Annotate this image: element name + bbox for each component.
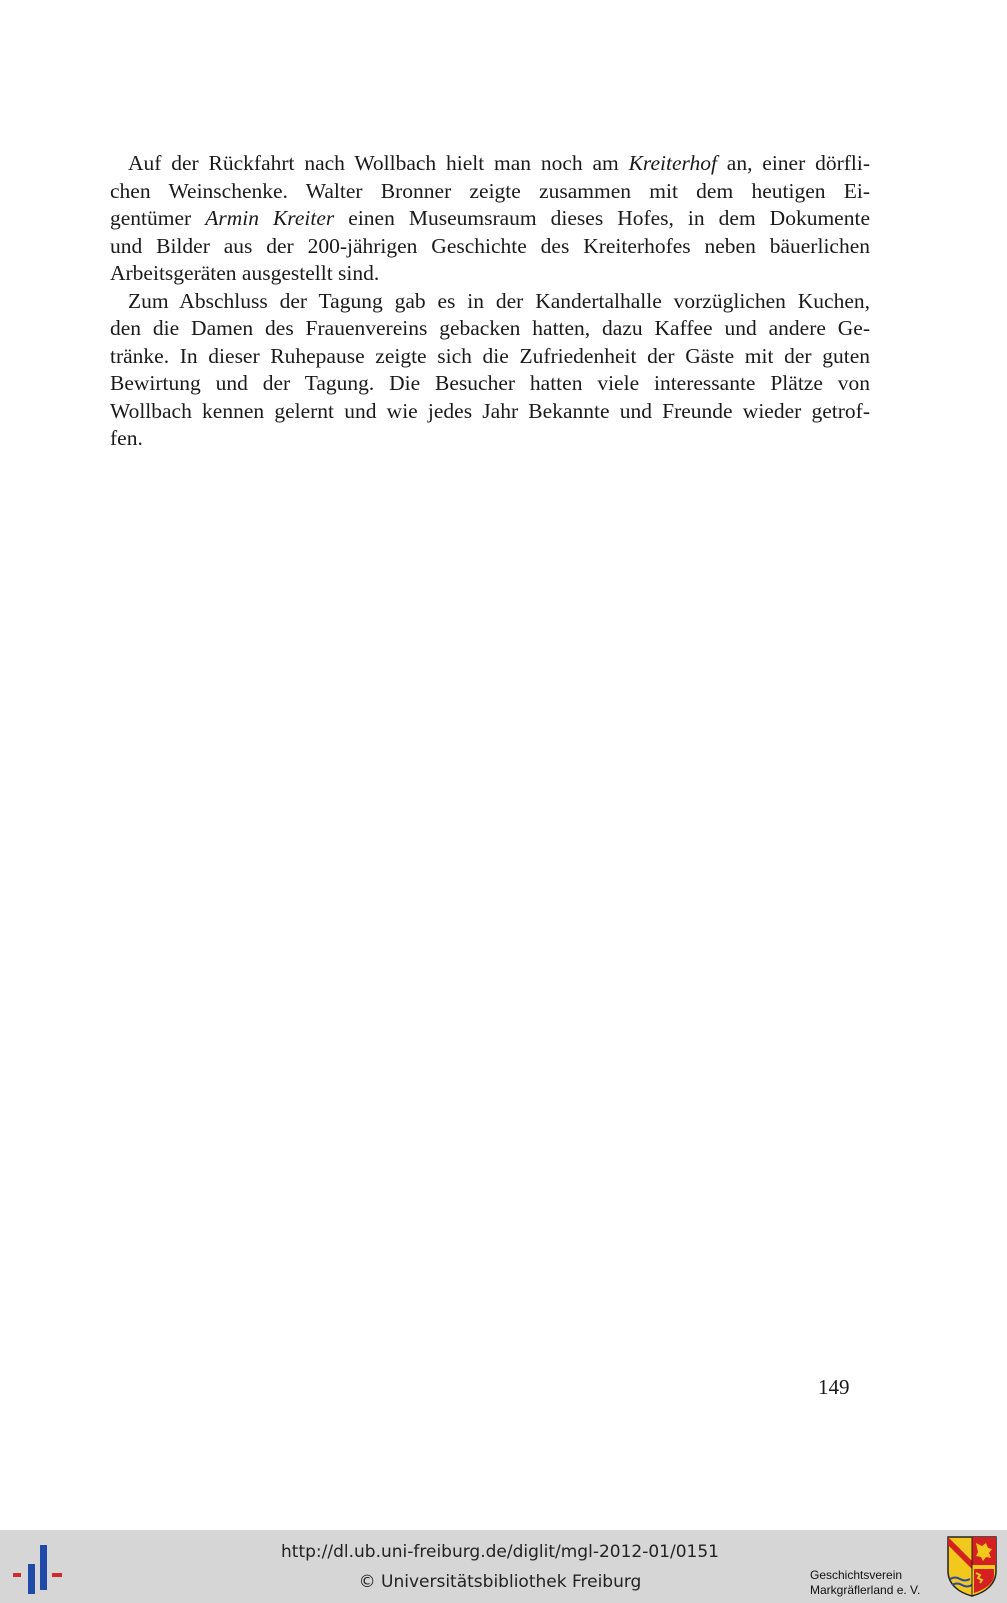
society-name: [810, 1568, 940, 1598]
society-name-line-2: Markgräflerland e. V.: [810, 1583, 921, 1597]
permalink-url[interactable]: http://dl.ub.uni-freiburg.de/diglit/mgl-2012-01/0151: [281, 1542, 719, 1562]
paragraph-1-line-2: chen Weinschenke. Walter Bronner zeigte zusammen mit dem heutigen Ei-: [110, 178, 870, 203]
paragraph-1-line-5: Arbeitsgeräten ausgestellt sind.: [110, 261, 380, 285]
society-name-line-1: Geschichtsverein: [810, 1568, 903, 1582]
footer-bar: [0, 1530, 1007, 1603]
ub-freiburg-logo-icon[interactable]: [12, 1542, 66, 1596]
paragraph-2-line-5: Wollbach kennen gelernt und wie jedes Jahr Bekannte und Freunde wieder getrof-: [110, 398, 870, 423]
copyright-notice: © Universitätsbibliothek Freiburg: [358, 1572, 642, 1592]
paragraph-1-line-3: [110, 205, 870, 233]
italic-name-armin-kreiter: Armin Kreiter: [205, 206, 335, 230]
paragraph-2-line-6: fen.: [110, 426, 143, 450]
text-run: an, einer dörfli-: [716, 151, 871, 175]
text-run: Auf der Rückfahrt nach Wollbach hielt man noch am: [128, 151, 629, 175]
paragraph-2-line-3: tränke. In dieser Ruhepause zeigte sich die Zufriedenheit der Gäste mit der guten: [110, 343, 870, 368]
paragraph-2-line-1: Zum Abschluss der Tagung gab es in der Kandertalhalle vorzüglichen Kuchen,: [128, 288, 870, 313]
paragraph-1-line-1: [110, 150, 870, 178]
paragraph-2-line-4: Bewirtung und der Tagung. Die Besucher hatten viele interessante Plätze von: [110, 371, 870, 395]
text-run: einen Museumsraum dieses Hofes, in dem Dokumente: [334, 206, 870, 230]
paragraph-1-line-4: und Bilder aus der 200-jährigen Geschichte des Kreiterhofes neben bäuerlichen: [110, 233, 870, 258]
page-number: 149: [818, 1375, 850, 1399]
italic-name-kreiterhof: Kreiterhof: [628, 151, 717, 175]
body-text: [110, 150, 870, 453]
paragraph-2-line-2: den die Damen des Frauenvereins gebacken hatten, dazu Kaffee und andere Ge-: [110, 316, 870, 340]
coat-of-arms-icon[interactable]: [946, 1535, 998, 1597]
text-run: gentümer: [110, 206, 206, 230]
